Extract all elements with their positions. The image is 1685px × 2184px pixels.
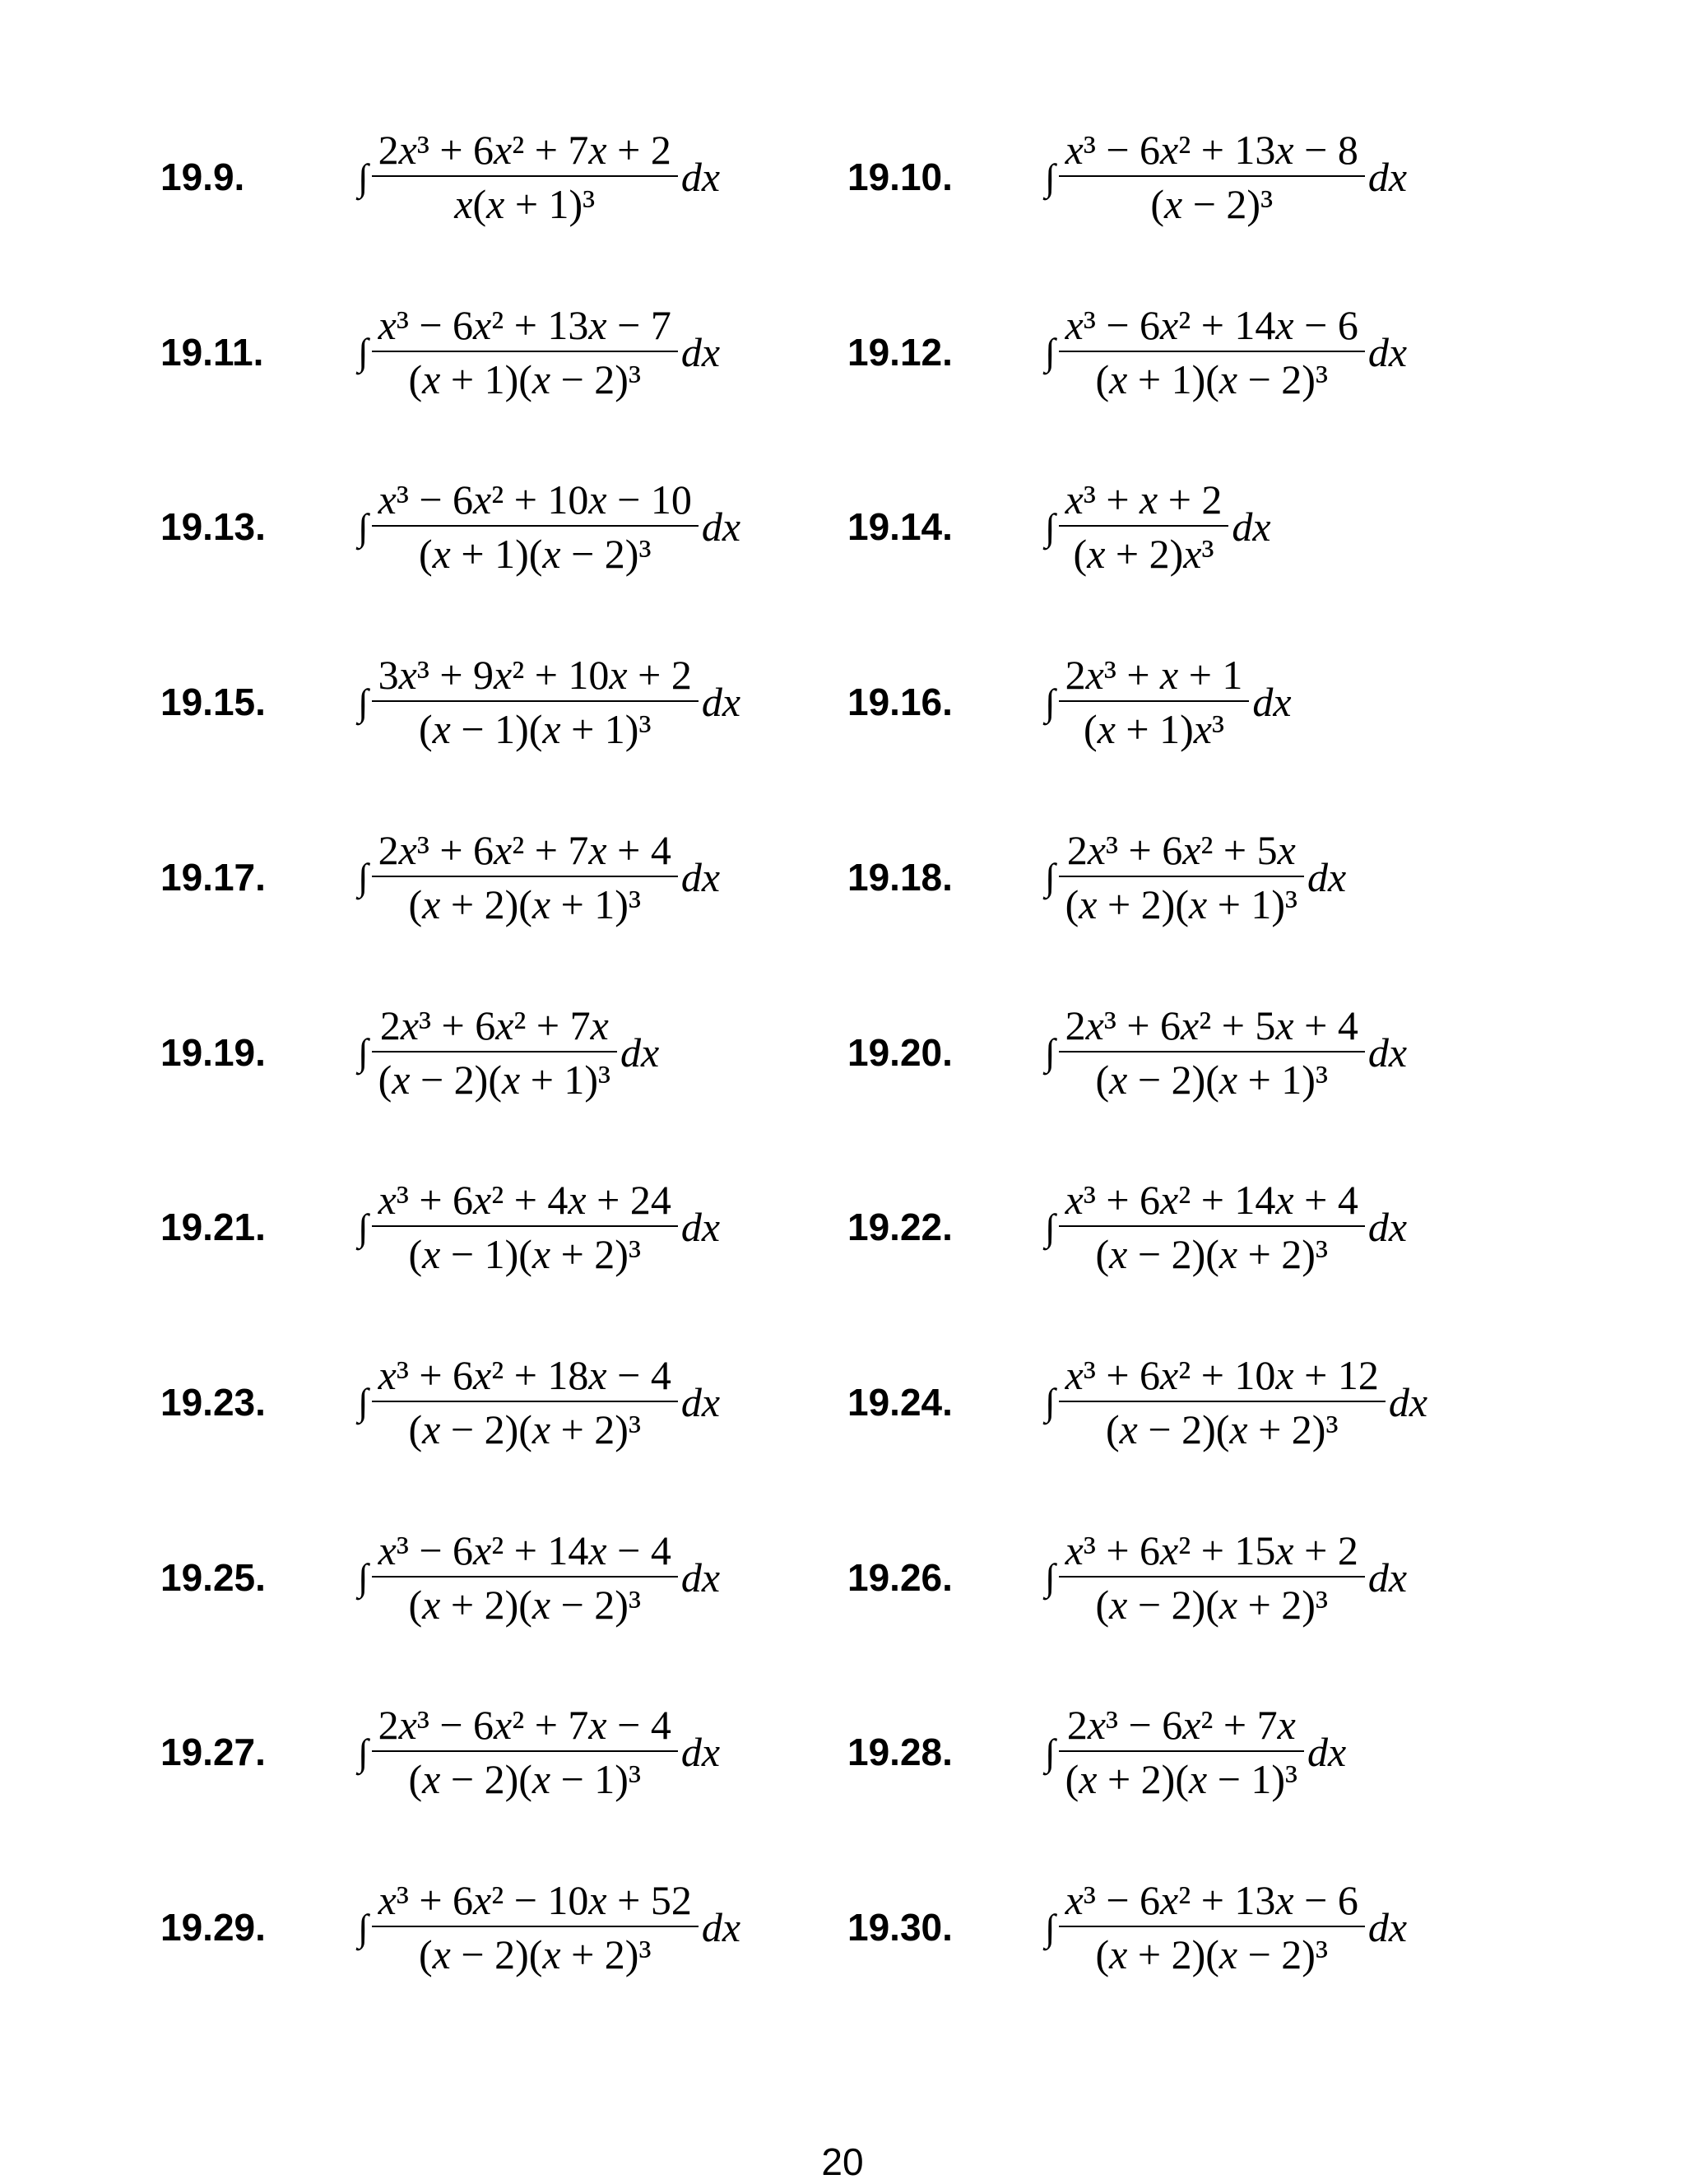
fraction: [1059, 1001, 1365, 1103]
differential: dx: [701, 679, 741, 726]
integral-expression: [1045, 1857, 1407, 1997]
problem-number: 19.26.: [847, 1555, 953, 1599]
denominator: (x + 2)(x − 2)³: [1095, 1931, 1328, 1977]
problem-number: 19.29.: [160, 1906, 266, 1949]
problem-number: 19.16.: [847, 681, 953, 724]
fraction: [372, 1177, 678, 1278]
problem-19-24: [847, 1332, 1588, 1472]
problem-number: 19.23.: [160, 1380, 266, 1424]
denominator: (x − 2)(x + 2)³: [1095, 1581, 1328, 1628]
numerator: x³ + 6x² + 4x + 24: [378, 1177, 671, 1224]
integral-sign: ∫: [358, 156, 369, 198]
numerator: 2x³ + 6x² + 7x + 2: [378, 127, 671, 173]
denominator: (x − 1)(x + 1)³: [419, 706, 652, 753]
problem-number: 19.20.: [847, 1030, 953, 1074]
fraction: [1059, 1177, 1365, 1278]
integral-sign: ∫: [1045, 1206, 1056, 1248]
problem-19-25: [160, 1508, 901, 1647]
differential: dx: [1232, 504, 1271, 551]
problem-number: 19.22.: [847, 1206, 953, 1249]
denominator: (x − 2)(x + 2)³: [1106, 1406, 1339, 1452]
numerator: 2x³ − 6x² + 7x: [1066, 1702, 1296, 1749]
integral-sign: ∫: [1045, 156, 1056, 198]
integral-sign: ∫: [1045, 1731, 1056, 1773]
fraction: [1059, 129, 1365, 225]
problem-number: 19.12.: [847, 330, 953, 374]
numerator: 2x³ + x + 1: [1065, 652, 1243, 699]
problem-19-30: [847, 1857, 1588, 1997]
fraction: [1059, 1526, 1365, 1628]
problem-number: 19.27.: [160, 1731, 266, 1774]
problem-19-28: [847, 1682, 1588, 1822]
denominator: x(x + 1)³: [454, 181, 596, 227]
numerator: x³ + x + 2: [1065, 476, 1223, 523]
problem-19-27: [160, 1682, 901, 1822]
integral-sign: ∫: [358, 331, 369, 374]
problem-number: 19.18.: [847, 855, 953, 899]
integral-sign: ∫: [358, 1206, 369, 1248]
integral-sign: ∫: [358, 505, 369, 548]
numerator: x³ + 6x² − 10x + 52: [378, 1877, 692, 1923]
problem-19-9: [160, 107, 901, 247]
problem-19-12: [847, 282, 1588, 422]
differential: dx: [680, 1554, 721, 1601]
differential: dx: [620, 1029, 660, 1076]
integral-expression: [358, 1332, 720, 1472]
differential: dx: [701, 1904, 741, 1950]
numerator: x³ − 6x² + 13x − 6: [1065, 1877, 1358, 1923]
integral-expression: [358, 1857, 740, 1997]
integral-sign: ∫: [1045, 505, 1056, 548]
differential: dx: [701, 504, 741, 551]
differential: dx: [1307, 1729, 1347, 1776]
problem-number: 19.10.: [847, 156, 953, 198]
integral-expression: [1045, 457, 1271, 597]
fraction: [372, 476, 699, 578]
problem-number: 19.28.: [847, 1731, 953, 1774]
differential: dx: [680, 853, 721, 900]
integral-expression: [1045, 282, 1407, 422]
numerator: 2x³ + 6x² + 5x: [1066, 826, 1296, 873]
denominator: (x − 2)(x + 2)³: [419, 1931, 652, 1977]
denominator: (x + 1)(x − 2)³: [1095, 355, 1328, 402]
problem-number: 19.25.: [160, 1555, 266, 1599]
numerator: x³ − 6x² + 10x − 10: [378, 476, 692, 523]
differential: dx: [1367, 1554, 1408, 1601]
numerator: x³ − 6x² + 13x − 7: [378, 301, 671, 348]
integral-expression: [1045, 807, 1346, 947]
problem-19-18: [847, 807, 1588, 947]
integral-sign: ∫: [358, 1381, 369, 1424]
problem-19-15: [160, 632, 901, 772]
problem-19-29: [160, 1857, 901, 1997]
denominator: (x − 2)(x + 1)³: [378, 1056, 611, 1103]
fraction: [1059, 476, 1229, 578]
problem-19-17: [160, 807, 901, 947]
differential: dx: [1252, 679, 1292, 726]
integral-sign: ∫: [358, 856, 369, 899]
integral-expression: [1045, 1332, 1427, 1472]
page-number: 20: [821, 2140, 864, 2183]
integral-expression: [358, 107, 720, 247]
integral-sign: ∫: [1045, 331, 1056, 374]
problem-19-16: [847, 632, 1588, 772]
integral-sign: ∫: [358, 1031, 369, 1073]
integral-expression: [358, 282, 720, 422]
integral-expression: [1045, 107, 1407, 247]
problem-19-13: [160, 457, 901, 597]
numerator: 2x³ + 6x² + 5x + 4: [1065, 1001, 1358, 1048]
differential: dx: [1307, 853, 1347, 900]
denominator: (x + 2)(x − 1)³: [1065, 1756, 1298, 1803]
fraction: [372, 1526, 678, 1628]
problem-19-10: [847, 107, 1588, 247]
fraction: [372, 301, 678, 402]
fraction: [1059, 1702, 1304, 1803]
integral-expression: [1045, 632, 1292, 772]
numerator: 2x³ + 6x² + 7x + 4: [378, 826, 671, 873]
fraction: [1059, 826, 1304, 927]
differential: dx: [680, 154, 721, 200]
denominator: (x − 2)(x + 1)³: [1095, 1056, 1328, 1103]
fraction: [372, 1351, 678, 1452]
integral-expression: [358, 632, 740, 772]
differential: dx: [1367, 1904, 1408, 1950]
problem-19-20: [847, 983, 1588, 1122]
differential: dx: [1367, 328, 1408, 375]
problem-number: 19.24.: [847, 1380, 953, 1424]
fraction: [1059, 1351, 1386, 1452]
problem-number: 19.9.: [160, 156, 245, 198]
problem-19-21: [160, 1157, 901, 1297]
numerator: x³ + 6x² + 18x − 4: [378, 1351, 671, 1398]
problem-number: 19.15.: [160, 681, 266, 724]
integral-sign: ∫: [1045, 1381, 1056, 1424]
fraction: [372, 1001, 617, 1103]
denominator: (x − 2)(x − 1)³: [408, 1756, 641, 1803]
problem-19-26: [847, 1508, 1588, 1647]
integral-sign: ∫: [358, 681, 369, 723]
differential: dx: [1367, 154, 1408, 200]
integral-sign: ∫: [358, 1906, 369, 1949]
differential: dx: [680, 1378, 721, 1425]
denominator: (x + 2)(x + 1)³: [408, 881, 641, 927]
numerator: x³ − 6x² + 14x − 6: [1065, 301, 1358, 348]
integral-expression: [358, 807, 720, 947]
integral-expression: [1045, 983, 1407, 1122]
differential: dx: [680, 1729, 721, 1776]
problem-number: 19.13.: [160, 505, 266, 549]
denominator: (x − 1)(x + 2)³: [408, 1231, 641, 1278]
problem-number: 19.30.: [847, 1906, 953, 1949]
fraction: [372, 1877, 699, 1977]
numerator: x³ − 6x² + 14x − 4: [378, 1526, 671, 1573]
denominator: (x − 2)(x + 2)³: [408, 1406, 641, 1452]
denominator: (x + 1)(x − 2)³: [408, 355, 641, 402]
integral-sign: ∫: [358, 1556, 369, 1599]
numerator: 2x³ − 6x² + 7x − 4: [378, 1702, 671, 1749]
problem-number: 19.17.: [160, 855, 266, 899]
denominator: (x + 2)x³: [1073, 531, 1214, 578]
differential: dx: [1367, 1204, 1408, 1251]
fraction: [372, 652, 699, 753]
denominator: (x − 2)(x + 2)³: [1095, 1231, 1328, 1278]
denominator: (x − 2)³: [1150, 181, 1274, 227]
differential: dx: [680, 328, 721, 375]
fraction: [1059, 652, 1250, 753]
integral-sign: ∫: [1045, 1556, 1056, 1599]
numerator: 3x³ + 9x² + 10x + 2: [378, 652, 692, 699]
fraction: [372, 129, 678, 225]
problem-number: 19.14.: [847, 505, 953, 549]
integral-expression: [358, 457, 740, 597]
denominator: (x + 2)(x − 2)³: [408, 1581, 641, 1628]
integral-sign: ∫: [1045, 856, 1056, 899]
numerator: x³ + 6x² + 15x + 2: [1065, 1526, 1358, 1573]
integral-expression: [358, 1508, 720, 1647]
fraction: [1059, 301, 1365, 402]
integral-expression: [358, 983, 659, 1122]
integral-expression: [358, 1682, 720, 1822]
denominator: (x + 1)x³: [1084, 706, 1224, 753]
problem-number: 19.21.: [160, 1206, 266, 1249]
integral-expression: [358, 1157, 720, 1297]
integral-sign: ∫: [1045, 681, 1056, 723]
fraction: [372, 826, 678, 927]
fraction: [1059, 1877, 1365, 1977]
problem-number: 19.11.: [160, 330, 264, 374]
fraction: [372, 1702, 678, 1803]
denominator: (x + 2)(x + 1)³: [1065, 881, 1298, 927]
problem-19-14: [847, 457, 1588, 597]
denominator: (x + 1)(x − 2)³: [419, 531, 652, 578]
numerator: x³ + 6x² + 14x + 4: [1065, 1177, 1358, 1224]
problem-number: 19.19.: [160, 1030, 266, 1074]
numerator: x³ + 6x² + 10x + 12: [1065, 1351, 1379, 1398]
integral-sign: ∫: [1045, 1906, 1056, 1949]
problem-19-23: [160, 1332, 901, 1472]
integral-expression: [1045, 1508, 1407, 1647]
problem-19-19: [160, 983, 901, 1122]
integral-expression: [1045, 1157, 1407, 1297]
problem-19-22: [847, 1157, 1588, 1297]
differential: dx: [1367, 1029, 1408, 1076]
integral-sign: ∫: [358, 1731, 369, 1773]
numerator: x³ − 6x² + 13x − 8: [1065, 127, 1358, 173]
differential: dx: [1388, 1378, 1428, 1425]
differential: dx: [680, 1204, 721, 1251]
numerator: 2x³ + 6x² + 7x: [379, 1001, 609, 1048]
problem-19-11: [160, 282, 901, 422]
integral-sign: ∫: [1045, 1031, 1056, 1073]
integral-expression: [1045, 1682, 1346, 1822]
